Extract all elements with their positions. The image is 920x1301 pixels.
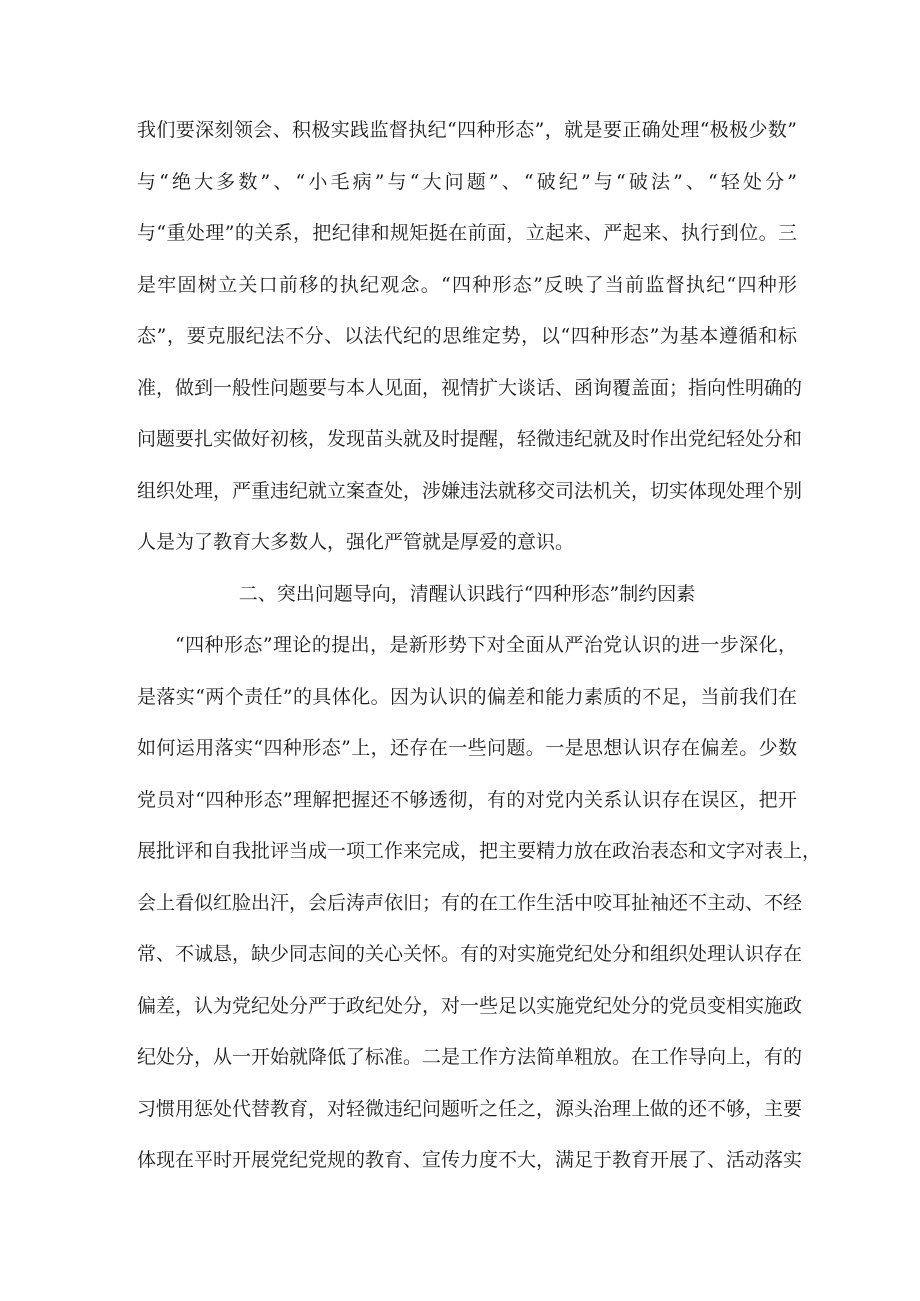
paragraph-1-line: 问题要扎实做好初核，发现苗头就及时提醒，轻微违纪就及时作出党纪轻处分和: [137, 428, 803, 450]
paragraph-2-line: 是落实“两个责任”的具体化。因为认识的偏差和能力素质的不足，当前我们在: [137, 686, 797, 708]
paragraph-1-line: 态”，要克服纪法不分、以法代纪的思维定势，以“四种形态”为基本遵循和标: [137, 325, 797, 347]
paragraph-2-line: 党员对“四种形态”理解把握还不够透彻，有的对党内关系认识存在误区，把开: [137, 789, 797, 811]
section-heading: 二、突出问题导向，清醒认识践行“四种形态”制约因素: [238, 583, 696, 605]
paragraph-2-line: 偏差，认为党纪处分严于政纪处分，对一些足以实施党纪处分的党员变相实施政: [137, 995, 803, 1017]
paragraph-1-line: 人是为了教育大多数人，强化严管就是厚爱的意识。: [137, 531, 575, 553]
paragraph-1-line: 与“绝大多数”、“小毛病”与“大问题”、“破纪”与“破法”、“轻处分”: [137, 171, 797, 193]
paragraph-1-line: 是牢固树立关口前移的执纪观念。“四种形态”反映了当前监督执纪“四种形: [137, 274, 797, 296]
paragraph-1-line: 与“重处理”的关系，把纪律和规矩挺在前面，立起来、严起来、执行到位。三: [137, 222, 797, 244]
paragraph-2-line: 会上看似红脸出汗，会后涛声依旧；有的在工作生活中咬耳扯袖还不主动、不经: [137, 892, 803, 914]
paragraph-2-line: 如何运用落实“四种形态”上，还存在一些问题。一是思想认识存在偏差。少数: [137, 737, 797, 759]
paragraph-2-line: “四种形态”理论的提出，是新形势下对全面从严治党认识的进一步深化，: [175, 634, 797, 656]
paragraph-2-line: 纪处分，从一开始就降低了标准。二是工作方法简单粗放。在工作导向上，有的: [137, 1046, 803, 1068]
paragraph-2-line: 常、不诚恳，缺少同志间的关心关怀。有的对实施党纪处分和组织处理认识存在: [137, 943, 803, 965]
paragraph-2-line: 体现在平时开展党纪党规的教育、宣传力度不大，满足于教育开展了、活动落实: [137, 1149, 803, 1171]
paragraph-1-line: 我们要深刻领会、积极实践监督执纪“四种形态”，就是要正确处理“极极少数”: [137, 119, 797, 141]
paragraph-1-line: 组织处理，严重违纪就立案查处，涉嫌违法就移交司法机关，切实体现处理个别: [137, 480, 803, 502]
paragraph-1-line: 准，做到一般性问题要与本人见面，视情扩大谈话、函询覆盖面；指向性明确的: [137, 377, 803, 399]
paragraph-2-line: 习惯用惩处代替教育，对轻微违纪问题听之任之，源头治理上做的还不够，主要: [137, 1098, 803, 1120]
paragraph-2-line: 展批评和自我批评当成一项工作来完成，把主要精力放在政治表态和文字对表上，: [137, 840, 822, 862]
